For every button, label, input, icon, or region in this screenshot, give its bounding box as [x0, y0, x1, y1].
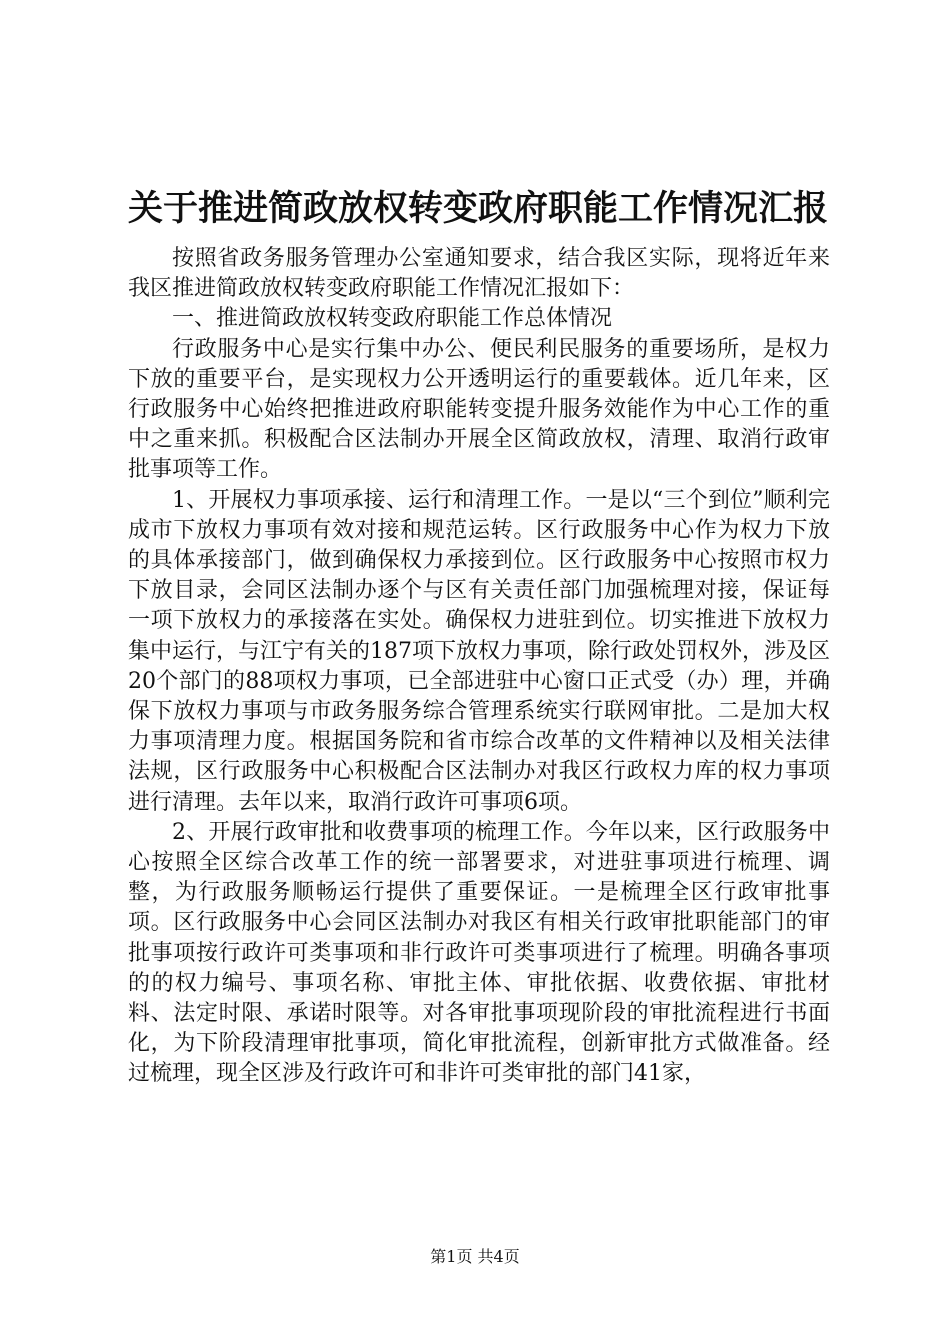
paragraph-intro: 按照省政务服务管理办公室通知要求，结合我区实际，现将近年来我区推进简政放权转变政府职能工作情况汇报如下：: [128, 246, 830, 302]
paragraph-item-2: 2、开展行政审批和收费事项的梳理工作。今年以来，区行政服务中心按照全区综合改革工作的统一部署要求，对进驻事项进行梳理、调整，为行政服务顺畅运行提供了重要保证。一是梳理全区行政审批事项。区行政服务中心会同区法制办对我区有相关行政审批职能部门的审批事项按行政许可类事项和非行政许可类事项进行了梳理。明确各事项的的权力编号、事项名称、审批主体、审批依据、收费依据、审批材料、法定时限、承诺时限等。对各审批事项现阶段的审批流程进行书面化，为下阶段清理审批事项，简化审批流程，创新审批方式做准备。经过梳理，现全区涉及行政许可和非许可类审批的部门41家，: [128, 819, 830, 1087]
paragraph-item-1: 1、开展权力事项承接、运行和清理工作。一是以“三个到位”顺利完成市下放权力事项有效对接和规范运转。区行政服务中心作为权力下放的具体承接部门，做到确保权力承接到位。区行政服务中心按照市权力下放目录，会同区法制办逐个与区有关责任部门加强梳理对接，保证每一项下放权力的承接落在实处。确保权力进驻到位。切实推进下放权力集中运行，与江宁有关的187项下放权力事项，除行政处罚权外，涉及区20个部门的88项权力事项，已全部进驻中心窗口正式受（办）理，并确保下放权力事项与市政务服务综合管理系统实行联网审批。二是加大权力事项清理力度。根据国务院和省市综合改革的文件精神以及相关法律法规，区行政服务中心积极配合区法制办对我区行政权力库的权力事项进行清理。去年以来，取消行政许可事项6项。: [128, 487, 830, 815]
section-heading-overview: 一、推进简政放权转变政府职能工作总体情况: [172, 306, 613, 332]
document-body: [128, 182, 830, 1090]
document-title: 关于推进简政放权转变政府职能工作情况汇报: [128, 188, 829, 229]
paragraph-service-center: 行政服务中心是实行集中办公、便民利民服务的重要场所，是权力下放的重要平台，是实现权力公开透明运行的重要载体。近几年来，区行政服务中心始终把推进政府职能转变提升服务效能作为中心工作的重中之重来抓。积极配合区法制办开展全区简政放权，清理、取消行政审批事项等工作。: [128, 336, 830, 483]
page-footer: 第1页 共4页: [430, 1247, 520, 1266]
